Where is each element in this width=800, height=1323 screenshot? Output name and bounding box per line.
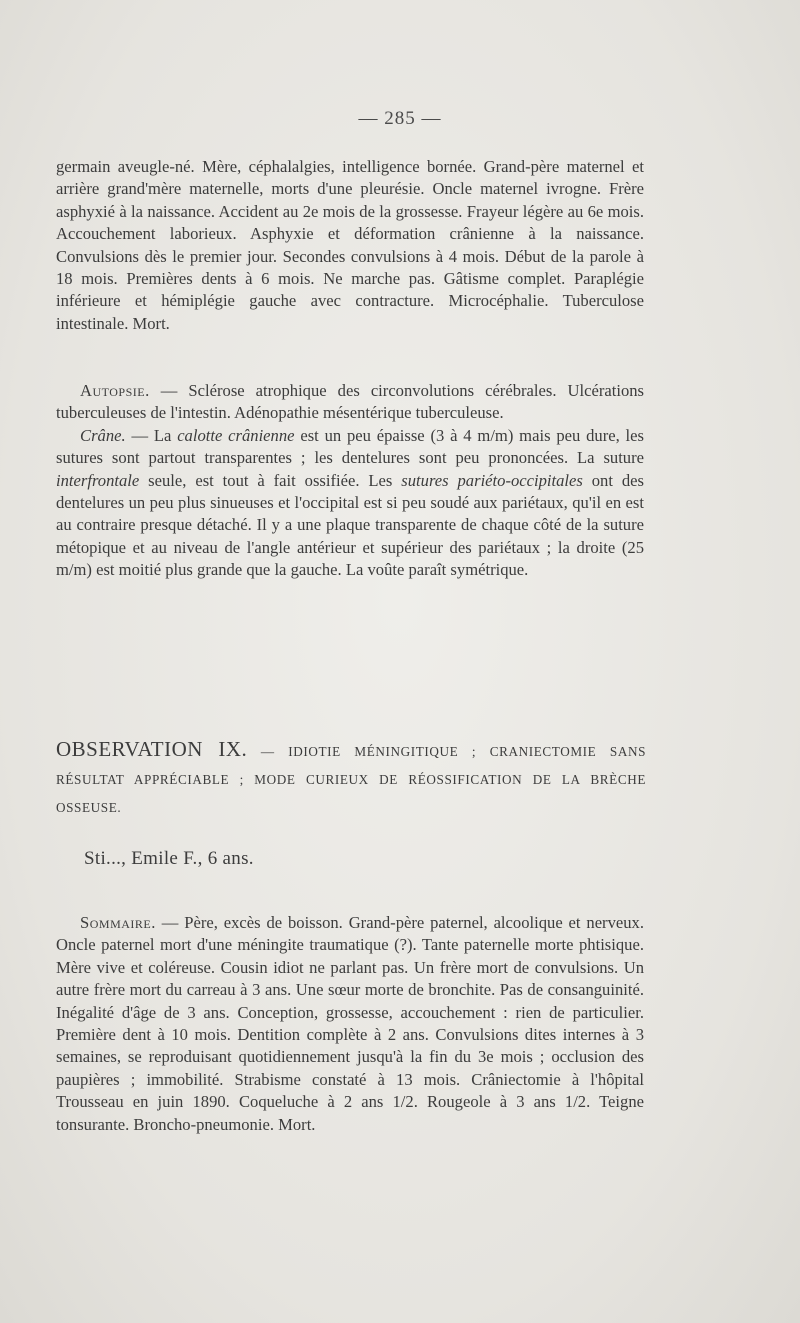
crane-text-1: — La bbox=[125, 425, 178, 445]
page-number: — 285 — bbox=[358, 108, 442, 129]
observation-subtitle: — IDIOTIE MÉNINGITIQUE ; CRANIECTOMIE SANS RÉSULTAT APPRÉCIABLE ; MODE CURIEUX DE RÉOSSIFICATION DE LA BRÈCHE OSSEUSE. bbox=[56, 744, 646, 815]
crane-text-3: seule, est tout à fait ossifiée. Les bbox=[139, 470, 402, 490]
family-history-section bbox=[56, 156, 644, 335]
autopsy-section bbox=[56, 380, 644, 582]
summary-label: Sommaire. bbox=[80, 913, 156, 932]
crane-term-interfrontale: interfrontale bbox=[56, 470, 140, 490]
patient-line: Sti..., Emile F., 6 ans. bbox=[84, 848, 254, 869]
observation-heading: OBSERVATION IX. bbox=[56, 737, 248, 761]
summary-paragraph bbox=[56, 912, 644, 1136]
crane-text-4: ont des dentelures un peu plus sinueuses et l'occipital est si peu soudé aux pariétaux, qu'il en est au contraire presque détaché. Il y a une plaque transparente de chaque côté de la suture métopique et au niveau de l'angle antérieur et supérieur des pariétaux ; la droite (25 m/m) est moitié plus grande que la gauche. La voûte paraît symétrique. bbox=[56, 470, 644, 580]
family-history-paragraph: germain aveugle-né. Mère, céphalalgies, intelligence bornée. Grand-père maternel et arrière grand'mère maternelle, morts d'une pleurésie. Oncle maternel ivrogne. Frère asphyxié à la naissance. Accident au 2e mois de la grossesse. Frayeur légère au 6e mois. Accouchement laborieux. Asphyxie et déformation crânienne à la naissance. Convulsions dès le premier jour. Secondes convulsions à 4 mois. Début de la parole à 18 mois. Premières dents à 6 mois. Ne marche pas. Gâtisme complet. Paraplégie inférieure et hémiplégie gauche avec contracture. Microcéphalie. Tuberculose intestinale. Mort. bbox=[56, 157, 644, 333]
crane-label: Crâne. bbox=[80, 425, 126, 445]
crane-term-sutures: sutures pariéto-occipitales bbox=[401, 470, 583, 490]
autopsy-label: Autopsie. bbox=[80, 381, 150, 400]
crane-term-calotte: calotte crânienne bbox=[177, 425, 295, 445]
autopsy-text: — Sclérose atrophique des circonvolutions cérébrales. Ulcérations tuberculeuses de l'intestin. Adénopathie mésentérique tuberculeuse. bbox=[56, 381, 644, 423]
autopsy-paragraph bbox=[56, 380, 644, 425]
observation-title bbox=[56, 735, 646, 822]
summary-section bbox=[56, 912, 644, 1136]
crane-paragraph bbox=[56, 425, 644, 582]
crane-text-2: est un peu épaisse (3 à 4 m/m) mais peu dure, les sutures sont partout transparentes ; les dentelures sont peu prononcées. La suture bbox=[56, 425, 644, 468]
summary-text: — Père, excès de boisson. Grand-père paternel, alcoolique et nerveux. Oncle paternel mort d'une méningite traumatique (?). Tante paternelle morte phtisique. Mère vive et coléreuse. Cousin idiot ne parlant pas. Un frère mort de convulsions. Un autre frère mort du carreau à 3 ans. Une sœur morte de bronchite. Pas de consanguinité. Inégalité d'âge de 3 ans. Conception, grossesse, accouchement : rien de particulier. Première dent à 10 mois. Dentition complète à 2 ans. Convulsions dites internes à 3 semaines, se reproduisant quotidiennement jusqu'à la fin du 3e mois ; occlusion des paupières ; immobilité. Strabisme constaté à 13 mois. Crâniectomie à l'hôpital Trousseau en juin 1890. Coqueluche à 2 ans 1/2. Rougeole à 3 ans 1/2. Teigne tonsurante. Broncho-pneumonie. Mort. bbox=[56, 913, 644, 1134]
